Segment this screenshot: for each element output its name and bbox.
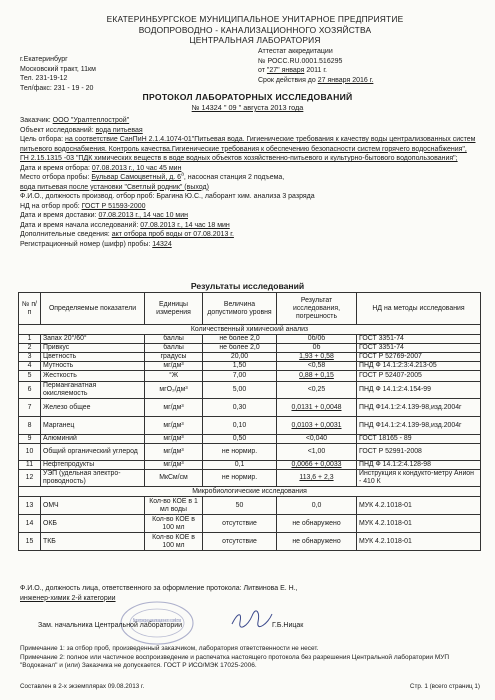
row-unit: мг/дм³ xyxy=(145,461,203,470)
accreditation-block xyxy=(258,47,373,85)
row-limit: 50 xyxy=(203,497,277,515)
sampler-line: Ф.И.О., должность производ. отбор проб: Брагина Ю.С., лаборант хим. анализа 3 разряда xyxy=(20,193,315,200)
row-indicator: Общий органический углерод xyxy=(41,444,145,461)
row-indicator: Марганец xyxy=(41,417,145,435)
row-result: 113,6 + 2,3 xyxy=(277,470,357,487)
row-limit: 0,1 xyxy=(203,461,277,470)
row-indicator: Жесткость xyxy=(41,371,145,382)
table-row xyxy=(19,371,481,382)
table-row xyxy=(19,362,481,371)
fax: Тел/факс: 231 - 19 - 20 xyxy=(20,84,94,92)
results-table xyxy=(18,292,481,551)
footer-left: Составлен в 2-х экземплярах 09.08.2013 г. xyxy=(20,683,145,690)
row-indicator: Запах 20°/60° xyxy=(41,335,145,344)
row-unit: градусы xyxy=(145,353,203,362)
row-limit: 20,00 xyxy=(203,353,277,362)
row-unit: Кол-во КОЕ в 100 мл xyxy=(145,515,203,533)
row-method: МУК 4.2.1018-01 xyxy=(357,533,481,551)
responsible-block xyxy=(20,584,480,603)
row-limit: не нормир. xyxy=(203,470,277,487)
table-row xyxy=(19,497,481,515)
section-title: Количественный химический анализ xyxy=(19,325,481,335)
responsible-line-2: инженер-химик 2-й категории xyxy=(20,594,116,602)
row-result: <0,040 xyxy=(277,435,357,444)
row-number: 4 xyxy=(19,362,41,371)
row-limit: 5,00 xyxy=(203,382,277,399)
row-unit: Кол-во КОЕ в 100 мл xyxy=(145,533,203,551)
org-line-2: ВОДОПРОВОДНО - КАНАЛИЗАЦИОННОГО ХОЗЯЙСТВА xyxy=(138,24,372,35)
row-limit: не более 2,0 xyxy=(203,335,277,344)
row-number: 12 xyxy=(19,470,41,487)
table-row xyxy=(19,461,481,470)
row-method: ПНД Ф14.1:2:4.139-98,изд.2004г xyxy=(357,399,481,417)
footer-right: Стр. 1 (всего страниц 1) xyxy=(409,683,480,690)
row-limit: отсутствие xyxy=(203,515,277,533)
extra-line: Дополнительные сведения: акт отбора проб воды от 07.08.2013 г. xyxy=(20,231,234,238)
place-line-2: вода питьевая после установки "Светлый родник" (выход) xyxy=(20,183,209,191)
row-indicator: ТКБ xyxy=(41,533,145,551)
row-method: МУК 4.2.1018-01 xyxy=(357,497,481,515)
col-header: НД на методы исследования xyxy=(357,293,481,325)
row-method: ГОСТ Р 52991-2008 xyxy=(357,444,481,461)
row-unit: мгО₂/дм³ xyxy=(145,382,203,399)
reg-line: Регистрационный номер (шифр) пробы: 14324 xyxy=(20,240,172,248)
row-limit: 7,00 xyxy=(203,371,277,382)
table-row xyxy=(19,399,481,417)
row-limit: отсутствие xyxy=(203,533,277,551)
protocol-title: ПРОТОКОЛ ЛАБОРАТОРНЫХ ИССЛЕДОВАНИЙ xyxy=(142,92,353,102)
notes-block xyxy=(20,645,480,671)
row-indicator: Привкус xyxy=(41,344,145,353)
table-row xyxy=(19,335,481,344)
row-method: ГОСТ 3351-74 xyxy=(357,344,481,353)
col-header: Определяемые показатели xyxy=(41,293,145,325)
row-result: 0б xyxy=(277,344,357,353)
responsible-line: Ф.И.О., должность лица, ответственного за оформление протокола: Литвинова Е. Н., xyxy=(20,585,298,592)
row-result: <0,25 xyxy=(277,382,357,399)
row-result: не обнаружено xyxy=(277,533,357,551)
accreditation-date: от "27" января 2011 г. xyxy=(258,67,328,75)
col-header: Величина допустимого уровня xyxy=(203,293,277,325)
row-method: ГОСТ 18165 - 89 xyxy=(357,435,481,444)
row-limit: не более 2,0 xyxy=(203,344,277,353)
stamp-text: Водопроводно-канализационного хозяйства xyxy=(133,618,240,624)
row-number: 7 xyxy=(19,399,41,417)
table-row xyxy=(19,417,481,435)
row-method: МУК 4.2.1018-01 xyxy=(357,515,481,533)
table-row xyxy=(19,382,481,399)
row-result: 0,0066 + 0,0033 xyxy=(277,461,357,470)
nd-line: НД на отбор проб: ГОСТ Р 51593-2000 xyxy=(20,202,146,210)
row-result: 0,0103 + 0,0031 xyxy=(277,417,357,435)
row-number: 13 xyxy=(19,497,41,515)
row-indicator: Нефтепродукты xyxy=(41,461,145,470)
col-header: № п/п xyxy=(19,293,41,325)
org-line-1: ЕКАТЕРИНБУРГСКОЕ МУНИЦИПАЛЬНОЕ УНИТАРНОЕ ПРЕДПРИЯТИЕ xyxy=(106,14,404,24)
results-title: Результаты исследований xyxy=(190,281,305,291)
row-method: ПНД Ф 14.1:2:4.154-99 xyxy=(357,382,481,399)
table-row xyxy=(19,344,481,353)
table-header-row xyxy=(19,293,481,325)
row-limit: 0,10 xyxy=(203,417,277,435)
row-unit: мг/дм³ xyxy=(145,435,203,444)
row-number: 2 xyxy=(19,344,41,353)
row-method: ГОСТ 3351-74 xyxy=(357,335,481,344)
accreditation-label: Аттестат аккредитации xyxy=(258,48,333,55)
table-row xyxy=(19,435,481,444)
row-number: 8 xyxy=(19,417,41,435)
signature-name: Г.Б.Ницак xyxy=(272,622,304,629)
row-indicator: Алюминий xyxy=(41,435,145,444)
table-row xyxy=(19,533,481,551)
object-line: Объект исследований: вода питьевая xyxy=(20,126,143,134)
accreditation-validity: Срок действия до 27 января 2016 г. xyxy=(258,76,374,84)
organization-header xyxy=(60,14,450,46)
row-method: Инструкция к кондукто-метру Анион - 410 К xyxy=(357,470,481,487)
table-row xyxy=(19,353,481,362)
row-limit: 0,50 xyxy=(203,435,277,444)
row-indicator: Железо общее xyxy=(41,399,145,417)
row-number: 5 xyxy=(19,371,41,382)
address-block xyxy=(20,55,96,93)
row-number: 9 xyxy=(19,435,41,444)
customer-line: Заказчик: ООО "Уралтеплострой" xyxy=(20,117,130,124)
table-section-row xyxy=(19,325,481,335)
table-section-row xyxy=(19,487,481,497)
row-indicator: ОМЧ xyxy=(41,497,145,515)
row-limit: не нормир. xyxy=(203,444,277,461)
signature-position: Зам. начальника Центральной лаборатории xyxy=(38,622,183,629)
delivery-line: Дата и время доставки: 07.08.2013 г., 14 час 10 мин xyxy=(20,212,189,219)
table-row xyxy=(19,444,481,461)
row-method: ПНД Ф14.1:2:4.139-98,изд.2004г xyxy=(357,417,481,435)
sampling-line: Дата и время отбора: 07.08.2013 г., 10 час 45 мин xyxy=(20,164,182,172)
street: Московский тракт, 11км xyxy=(20,65,96,73)
row-number: 6 xyxy=(19,382,41,399)
row-method: ПНД Ф 14.1:2:3:4.213-05 xyxy=(357,362,481,371)
row-number: 14 xyxy=(19,515,41,533)
row-unit: мг/дм³ xyxy=(145,362,203,371)
row-number: 1 xyxy=(19,335,41,344)
row-unit: МкСм/см xyxy=(145,470,203,487)
col-header: Результат исследования, погрешность xyxy=(277,293,357,325)
row-result: 0,88 + 0,15 xyxy=(277,371,357,382)
row-number: 15 xyxy=(19,533,41,551)
note-1: Примечание 1: за отбор проб, произведенный заказчиком, лаборатория ответственности не несет. xyxy=(20,645,319,652)
row-result: не обнаружено xyxy=(277,515,357,533)
phone: Тел. 231-19-12 xyxy=(20,75,68,83)
row-result: 1,93 + 0,58 xyxy=(277,353,357,362)
section-title: Микробиологические исследования xyxy=(19,487,481,497)
row-unit: Кол-во КОЕ в 1 мл воды xyxy=(145,497,203,515)
row-result: 0,0131 + 0,0048 xyxy=(277,399,357,417)
table-row xyxy=(19,515,481,533)
row-indicator: ОКБ xyxy=(41,515,145,533)
row-unit: баллы xyxy=(145,344,203,353)
row-result: 0б/0б xyxy=(277,335,357,344)
row-unit: мг/дм³ xyxy=(145,417,203,435)
row-indicator: Цветность xyxy=(41,353,145,362)
row-method: ПНД Ф 14.1:2:4.128-98 xyxy=(357,461,481,470)
protocol-number: № 14324 " 09 " августа 2013 года xyxy=(191,103,304,112)
row-limit: 0,30 xyxy=(203,399,277,417)
row-unit: мг/дм³ xyxy=(145,444,203,461)
table-row xyxy=(19,470,481,487)
row-result: <1,00 xyxy=(277,444,357,461)
row-indicator: Мутность xyxy=(41,362,145,371)
row-result: 0,0 xyxy=(277,497,357,515)
note-2: Примечание 2: полное или частичное воспроизведение и распечатка настоящего протокола без разрешения Центральной лаборатории МУП "Водоканал" и (или) Заказчика не допускается. ГОСТ Р ИСО/МЭК 17025-2006. xyxy=(20,653,450,670)
gn-line: ГН 2.15.1315 -03 "ПДК химических веществ в воде водных объектов хозяйственно-питьевого и культурно-бытового водопользования"; xyxy=(20,155,458,162)
row-method: ГОСТ Р 52769-2007 xyxy=(357,353,481,362)
row-indicator: УЭП (удельная электро-проводность) xyxy=(41,470,145,487)
accreditation-number: № РОСС.RU.0001.516295 xyxy=(258,57,343,65)
row-indicator: Перманганатная окисляемость xyxy=(41,382,145,399)
row-unit: баллы xyxy=(145,335,203,344)
row-limit: 1,50 xyxy=(203,362,277,371)
purpose-line: Цель отбора: на соответствие СанПиН 2.1.4.1074-01"Питьевая вода. Гигиенические требования к качеству воды централизованных систем питьевого водоснабжения. Контроль качества.Гигиенические требования к обеспечению безопасности систем горячего водоснабжения", xyxy=(20,136,476,153)
start-line: Дата и время начала исследований: 07.08.2013 г., 14 час 18 мин xyxy=(20,221,230,229)
city: г.Екатеринбург xyxy=(20,56,68,63)
handwritten-signature xyxy=(230,608,274,630)
row-method: ГОСТ Р 52407-2005 xyxy=(357,371,481,382)
row-number: 10 xyxy=(19,444,41,461)
org-line-3: ЦЕНТРАЛЬНАЯ ЛАБОРАТОРИЯ xyxy=(189,35,321,45)
place-line: Место отбора пробы: Бульвар Самоцветный, д. $6^а$, насосная станция 2 подъема, xyxy=(20,171,285,181)
row-unit: мг/дм³ xyxy=(145,399,203,417)
row-number: 3 xyxy=(19,353,41,362)
col-header: Единицы измерения xyxy=(145,293,203,325)
row-unit: °Ж xyxy=(145,371,203,382)
row-result: <0,58 xyxy=(277,362,357,371)
footer xyxy=(20,683,480,690)
sample-info xyxy=(20,116,480,249)
row-number: 11 xyxy=(19,461,41,470)
